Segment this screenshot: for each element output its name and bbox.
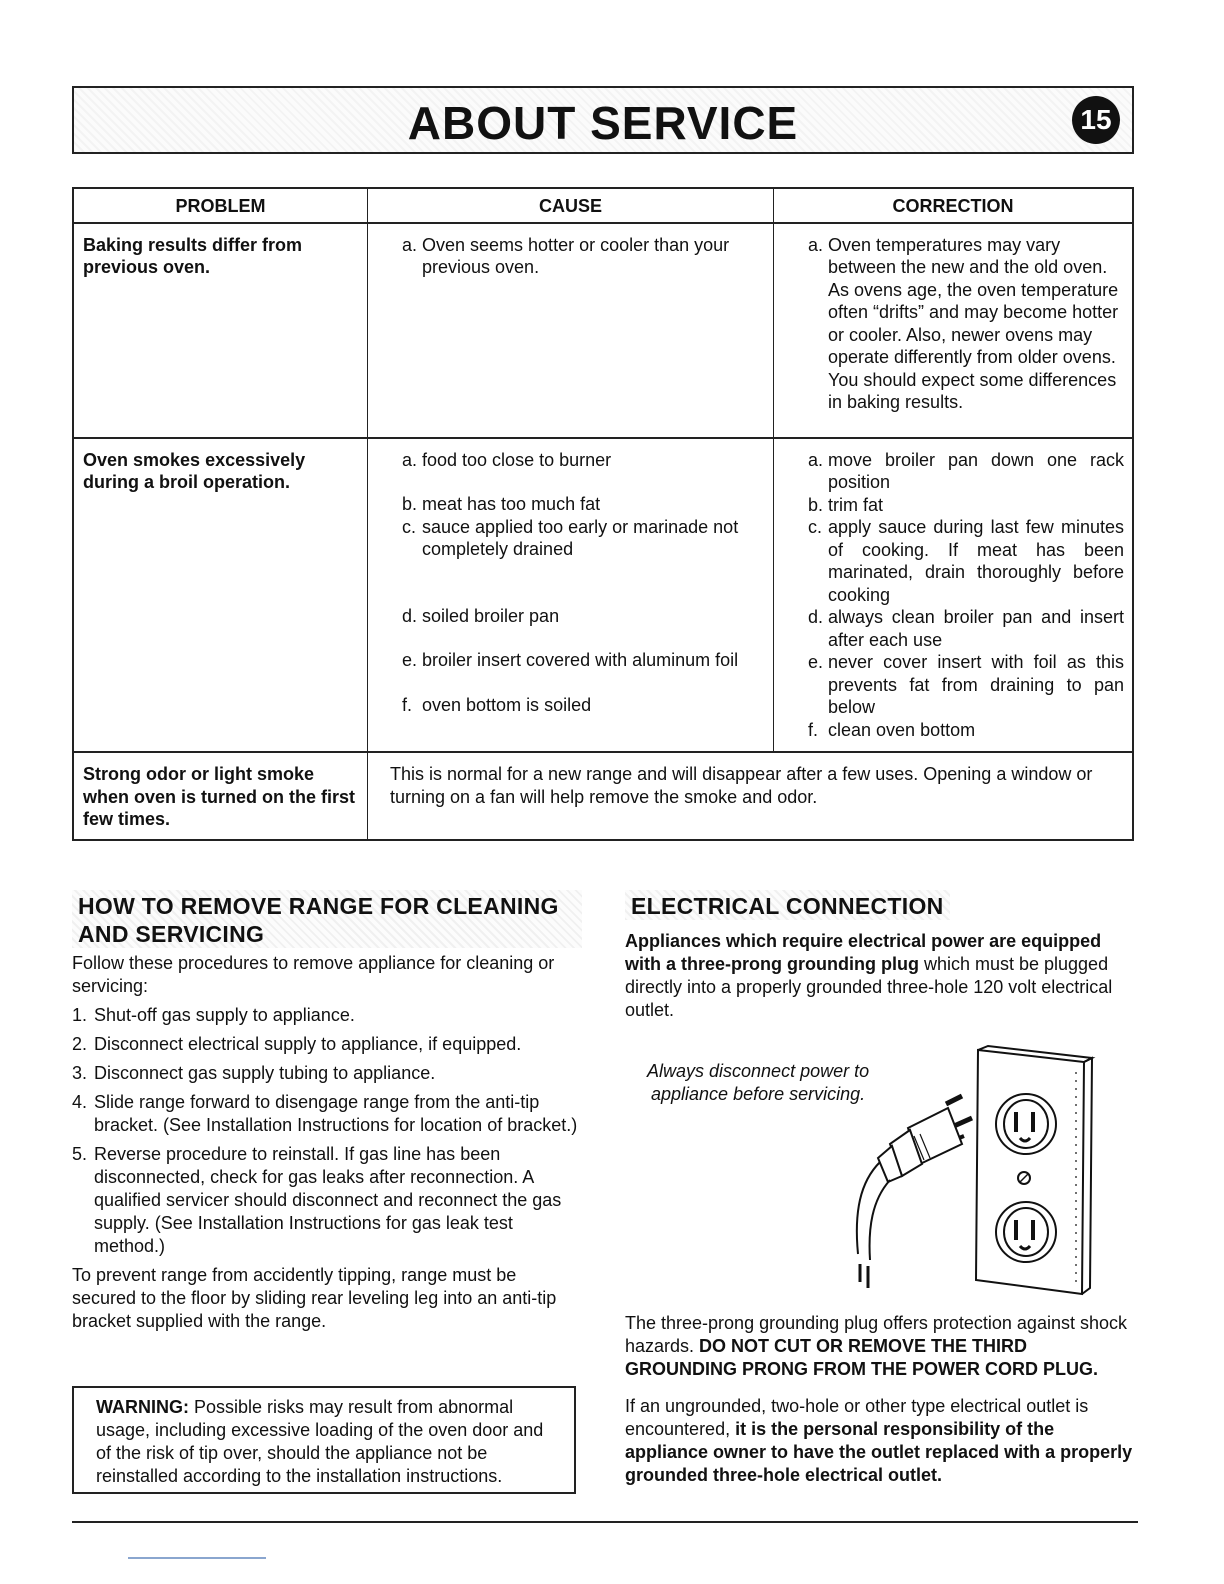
column-header-cause: CAUSE [368, 188, 774, 223]
item-text: clean oven bottom [828, 719, 976, 740]
electrical-section [625, 890, 1137, 1487]
step-number: 2. [72, 1034, 88, 1054]
item-text: Oven seems hotter or cooler than your previous oven. [422, 234, 730, 277]
cause-item [402, 449, 765, 472]
cause-item [402, 493, 765, 516]
item-text: never cover insert with foil as this prevents fat from draining to pan below [828, 652, 1124, 717]
correction-item [808, 516, 1124, 606]
troubleshooting-table [72, 187, 1134, 841]
problem-cell: Oven smokes excessively during a broil operation. [73, 438, 368, 753]
ungrounded-paragraph [625, 1395, 1137, 1487]
item-letter: b. [402, 494, 418, 514]
correction-item [808, 494, 1124, 517]
plug-illustration-area [625, 1032, 1137, 1302]
step-text: Shut-off gas supply to appliance. [94, 1005, 355, 1025]
correction-item [808, 651, 1124, 719]
cause-cell [368, 223, 774, 438]
item-text: move broiler pan down one rack position [828, 449, 1124, 492]
warning-box [72, 1386, 576, 1494]
anti-tip-note: To prevent range from accidently tipping, range must be secured to the floor by sliding rear leveling leg into an anti-tip bracket supplied with the range. [72, 1265, 557, 1331]
steps-list [72, 1004, 582, 1258]
cause-item [402, 649, 765, 672]
ungrounded-text: If an ungrounded, two-hole or other type electrical outlet is encountered, [625, 1396, 1089, 1439]
table-row [73, 438, 1133, 753]
step-text: Disconnect gas supply tubing to appliance. [94, 1063, 436, 1083]
page-title: ABOUT SERVICE [407, 97, 799, 149]
item-text: sauce applied too early or marinade not completely drained [422, 516, 739, 559]
ungrounded-bold: it is the personal responsibility of the appliance owner to have the outlet replaced with a properly grounded three-hole electrical outlet. [625, 1419, 1133, 1485]
item-letter: c. [402, 516, 417, 537]
page-header [72, 86, 1134, 154]
correction-item [808, 719, 1124, 742]
item-text: soiled broiler pan [422, 605, 560, 626]
correction-cell [774, 438, 1134, 753]
caption-line: Always disconnect power to [647, 1061, 870, 1081]
scan-artifact-line [128, 1557, 266, 1559]
step-number: 3. [72, 1063, 88, 1083]
list-item [72, 1091, 582, 1137]
item-letter: f. [402, 694, 413, 715]
table-header-row [73, 188, 1133, 223]
item-text: broiler insert covered with aluminum foil [422, 650, 739, 670]
item-text: meat has too much fat [422, 494, 601, 514]
outlet-plate [976, 1046, 1092, 1294]
cause-item [402, 516, 765, 561]
note-cell: This is normal for a new range and will disappear after a few uses. Opening a window or turning on a fan will help remove the smoke and odor. [368, 752, 1134, 840]
list-item [72, 1062, 582, 1085]
item-text: always clean broiler pan and insert after each use [828, 607, 1124, 650]
correction-cell [774, 223, 1134, 438]
protection-text: The three-prong grounding plug offers protection against shock hazards. [625, 1313, 1127, 1356]
electrical-intro [625, 930, 1137, 1022]
correction-item [808, 449, 1124, 494]
problem-cell: Strong odor or light smoke when oven is turned on the first few times. [73, 752, 368, 840]
item-letter: d. [808, 607, 824, 627]
column-header-correction: CORRECTION [774, 188, 1134, 223]
item-text: oven bottom is soiled [422, 694, 592, 715]
section-heading [72, 890, 582, 948]
cause-item [402, 605, 765, 628]
heading-line: AND SERVICING [78, 921, 265, 947]
page-number-badge: 15 [1072, 96, 1120, 144]
footer-rule [72, 1521, 1138, 1523]
item-letter: e. [808, 652, 824, 672]
column-header-problem: PROBLEM [73, 188, 368, 223]
section-heading: ELECTRICAL CONNECTION [625, 890, 950, 920]
protection-paragraph [625, 1312, 1137, 1381]
heading-line: HOW TO REMOVE RANGE FOR CLEANING [78, 893, 559, 919]
step-number: 1. [72, 1005, 88, 1025]
cause-cell [368, 438, 774, 753]
item-text: apply sauce during last few minutes of cooking. If meat has been marinated, drain thoroughly before cooking [828, 517, 1124, 605]
problem-cell: Baking results differ from previous oven. [73, 223, 368, 438]
list-item [72, 1033, 582, 1056]
intro-text: Follow these procedures to remove appliance for cleaning or servicing: [72, 953, 555, 996]
protection-bold: DO NOT CUT OR REMOVE THE THIRD GROUNDING PRONG FROM THE POWER CORD PLUG. [625, 1336, 1099, 1379]
cause-item [402, 694, 765, 717]
table-row [73, 223, 1133, 438]
item-text: Oven temperatures may vary between the new and the old oven. As ovens age, the oven temperature often “drifts” and may become hotter or cooler. Also, newer ovens may operate differently from older ovens. You should expect some differences in baking results. [828, 234, 1119, 412]
item-letter: a. [402, 449, 418, 470]
item-letter: a. [402, 234, 418, 255]
correction-item [808, 234, 1124, 414]
item-text: food too close to burner [422, 449, 612, 470]
step-text: Disconnect electrical supply to appliance, if equipped. [94, 1034, 522, 1054]
item-text: trim fat [828, 494, 884, 515]
remove-range-section [72, 890, 582, 1333]
correction-item [808, 606, 1124, 651]
illustration-caption [647, 1060, 869, 1106]
item-letter: a. [808, 449, 824, 470]
item-letter: f. [808, 719, 819, 740]
step-number: 5. [72, 1144, 88, 1164]
cause-item [402, 234, 765, 279]
item-letter: b. [808, 494, 824, 515]
item-letter: d. [402, 605, 418, 626]
table-row [73, 752, 1133, 840]
item-letter: e. [402, 650, 418, 670]
step-number: 4. [72, 1092, 88, 1112]
warning-label: WARNING: [96, 1397, 189, 1417]
list-item [72, 1004, 582, 1027]
plug-outlet-illustration [850, 1032, 1100, 1302]
item-letter: a. [808, 234, 824, 255]
three-prong-plug [878, 1096, 972, 1182]
list-item [72, 1143, 582, 1258]
step-text: Reverse procedure to reinstall. If gas line has been disconnected, check for gas leaks after reconnection. A qualified servicer should disconnect and reconnect the gas supply. (See Installation Instructions for gas leak test method.) [94, 1144, 562, 1256]
intro-bold: Appliances which require electrical power are equipped with a three-prong grounding plug [625, 931, 1102, 974]
item-letter: c. [808, 517, 823, 537]
caption-line: appliance before servicing. [651, 1084, 866, 1104]
intro-rest: which must be plugged directly into a properly grounded three-hole 120 volt electrical outlet. [625, 954, 1113, 1020]
warning-text: Possible risks may result from abnormal usage, including excessive loading of the oven door and of the risk of tip over, should the appliance not be reinstalled according to the installation instructions. [96, 1397, 544, 1486]
power-cord [857, 1162, 890, 1288]
step-text: Slide range forward to disengage range from the anti-tip bracket. (See Installation Instructions for location of bracket.) [94, 1092, 578, 1135]
